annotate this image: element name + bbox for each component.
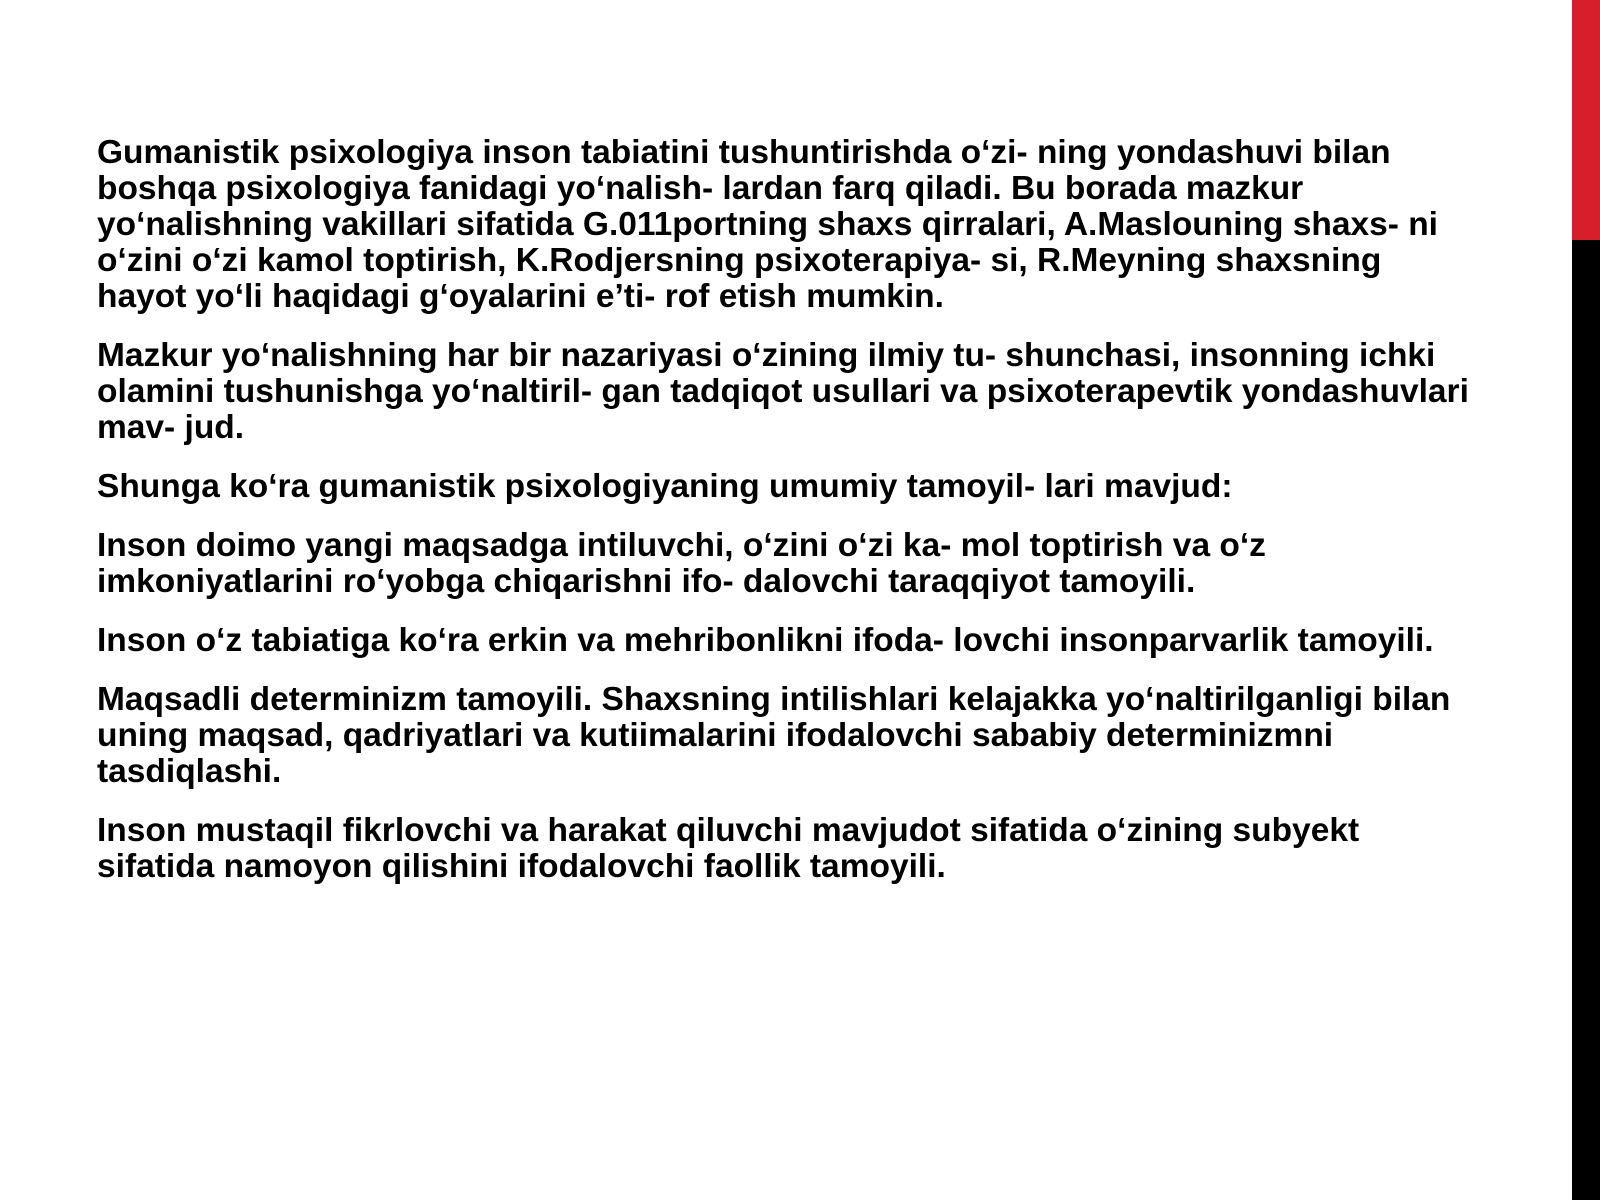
paragraph-principle-humanism: Inson o‘z tabiatiga ko‘ra erkin va mehribonlikni ifoda- lovchi insonparvarlik tamoyili. — [97, 622, 1434, 659]
paragraph-intro: Gumanistik psixologiya inson tabiatini tushuntirishda o‘zi- ning yondashuvi bilan boshqa psixologiya fanidagi yo‘nalish- lardan farq qiladi. Bu borada mazkur yo‘nalishning vakillari sifatida G.011portning shaxs qirralari, A.Maslouning shaxs- ni o‘zini o‘zi kamol toptirish, K.Rodjersning psixoterapiya- si, R.Meyning shaxsning hayot yo‘li haqidagi g‘oyalarini e’ti- rof etish mumkin. — [97, 134, 1438, 315]
accent-bar-red — [1572, 0, 1600, 240]
accent-bar-black — [1572, 240, 1600, 1200]
slide-body — [97, 135, 1477, 908]
paragraph-principle-activity: Inson mustaqil fikrlovchi va harakat qiluvchi mavjudot sifatida o‘zining subyekt sifatida namoyon qilishini ifodalovchi faollik tamoyili. — [97, 812, 1360, 885]
paragraph-theories: Mazkur yo‘nalishning har bir nazariyasi o‘zining ilmiy tu- shunchasi, insonning ichki olamini tushunishga yo‘naltiril- gan tadqiqot usullari va psixoterapevtik yondashuvlari mav- jud. — [97, 337, 1469, 446]
paragraph-principle-determinism: Maqsadli determinizm tamoyili. Shaxsning intilishlari kelajakka yo‘naltirilganligi bilan uning maqsad, qadriyatlari va kutiimalarini ifodalovchi sababiy determinizmni tasdiqlashi. — [97, 681, 1451, 790]
paragraph-principles-heading: Shunga ko‘ra gumanistik psixologiyaning umumiy tamoyil- lari mavjud: — [97, 468, 1233, 505]
paragraph-principle-development: Inson doimo yangi maqsadga intiluvchi, o‘zini o‘zi ka- mol toptirish va o‘z imkoniyatlarini ro‘yobga chiqarishni ifo- dalovchi taraqqiyot tamoyili. — [97, 527, 1266, 600]
